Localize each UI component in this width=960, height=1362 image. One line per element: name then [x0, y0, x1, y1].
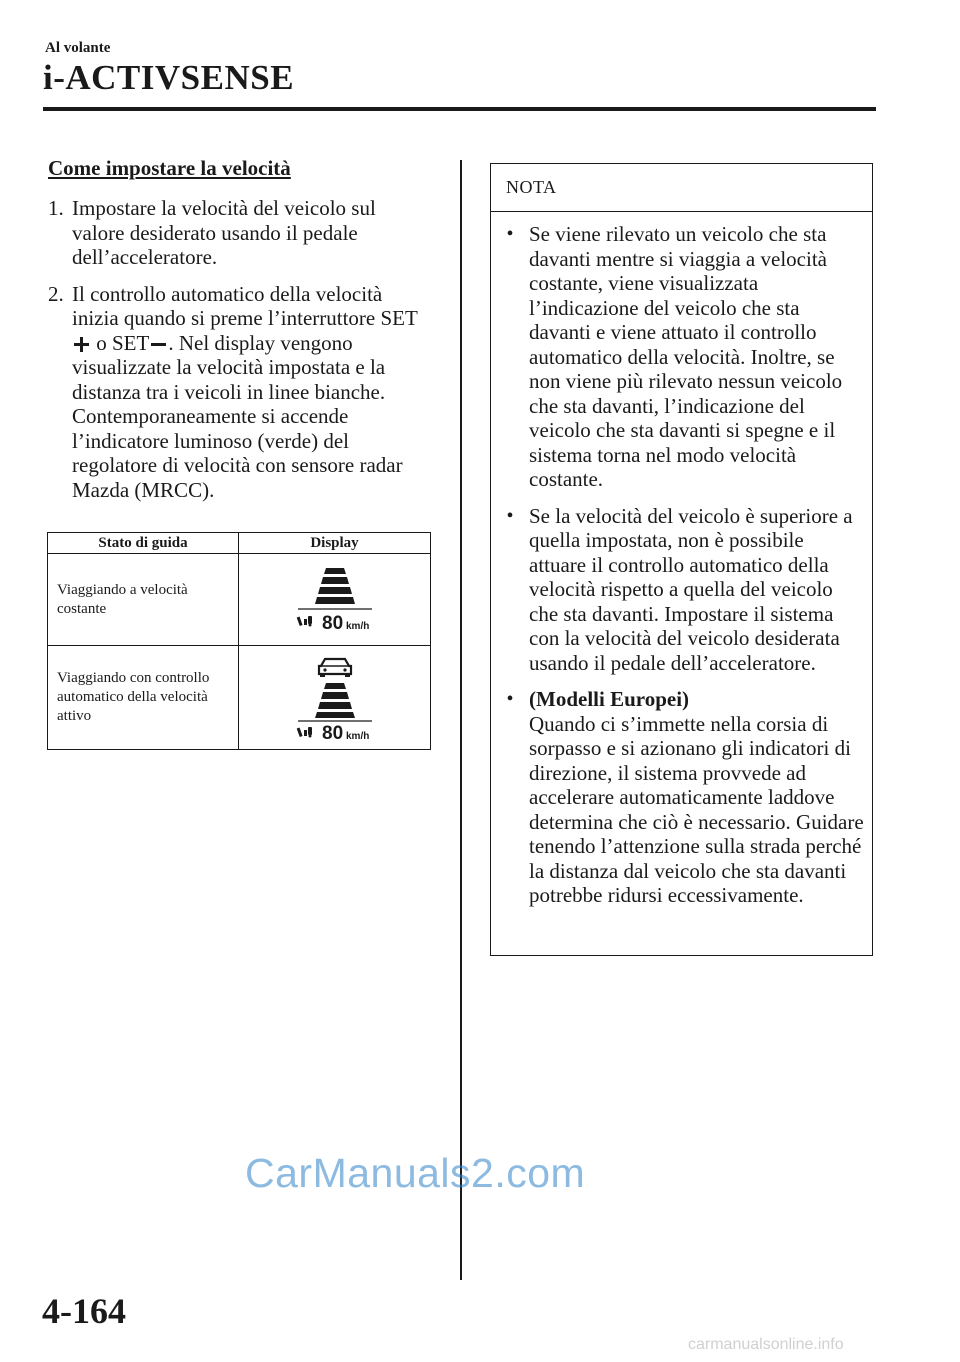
display-illustration: [239, 565, 430, 635]
footer-url: carmanualsonline.info: [688, 1336, 844, 1353]
step-2: [48, 282, 433, 503]
step-1: [48, 196, 433, 270]
speed-unit: km/h: [345, 620, 369, 632]
bullet-icon: •: [506, 223, 514, 245]
note-title: NOTA: [491, 164, 872, 212]
column-divider: [460, 160, 462, 1280]
state-cell: Viaggiando a velocità costante: [48, 554, 239, 646]
note-list: [491, 212, 872, 908]
bullet-icon: •: [506, 688, 514, 710]
note-box: [490, 163, 873, 956]
note-item: [491, 687, 872, 908]
car-ahead-icon: [319, 659, 351, 677]
watermark: CarManuals2.com: [245, 1150, 586, 1196]
driving-state-table: [47, 532, 431, 750]
note-item: [491, 222, 872, 492]
note-item: [491, 504, 872, 676]
display-illustration: [239, 655, 430, 741]
display-cell: [239, 554, 431, 646]
section-heading: Come impostare la velocità: [48, 156, 291, 180]
speed-unit: km/h: [345, 730, 369, 741]
table-row: [48, 554, 431, 646]
note-text: Se la velocità del veicolo è superiore a quella impostata, non è possibile attuare il controllo automatico della velocità rispetto a quella del veicolo che sta davanti. Impostare il sistema con la velocità del veicolo desiderata usando il pedale dell’acceleratore.: [529, 503, 853, 675]
state-cell: Viaggiando con controllo automatico della velocità attivo: [48, 646, 239, 750]
note-text-body: Quando ci s’immette nella corsia di sorpasso e si azionano gli indicatori di direzione, il sistema provvede ad accelerare automaticamente laddove determina che ciò è necessario. Guidare tenendo l’attenzione sulla strada perché la distanza dal veicolo che sta davanti potrebbe ridursi eccessivamente.: [529, 711, 864, 907]
step-text: [72, 282, 433, 503]
header-rule: [43, 107, 876, 111]
display-cell: [239, 646, 431, 750]
bullet-icon: •: [506, 504, 514, 527]
speed-value: 80: [321, 612, 343, 634]
left-column: [48, 154, 433, 514]
step-text-part: o SET: [91, 330, 150, 355]
step-text-part: Il controllo automatico della velocità inizia quando si preme l’interruttore SET: [72, 281, 418, 330]
note-text: Se viene rilevato un veicolo che sta davanti mentre si viaggia a velocità costante, viene visualizzata l’indicazione del veicolo che sta davanti e viene attuato il controllo automatico della velocità. Inoltre, se non viene più rilevato nessun veicolo che sta davanti, l’indicazione del veicolo che sta davanti si spegne e il sistema torna nel modo velocità costante.: [529, 222, 843, 491]
note-bold-label: (Modelli Europei): [529, 687, 690, 711]
table-row: [48, 646, 431, 750]
section-label: Al volante: [45, 40, 111, 56]
step-text: Impostare la velocità del veicolo sul valore desiderato usando il pedale dell’acceleratore.: [72, 196, 376, 269]
plus-icon: [74, 337, 89, 352]
page-number: 4-164: [42, 1291, 126, 1331]
page-title: i-ACTIVSENSE: [43, 58, 295, 97]
minus-icon: [151, 337, 166, 352]
note-text: [529, 687, 872, 908]
cruise-display-icon: [280, 565, 390, 635]
table-header-display: Display: [239, 533, 431, 554]
step-number: 2.: [48, 281, 64, 306]
vehicle-ahead-display-icon: [280, 655, 390, 741]
speed-value: 80: [321, 722, 343, 741]
table-header-state: Stato di guida: [48, 533, 239, 554]
step-number: 1.: [48, 196, 64, 220]
step-text-part: . Nel display vengono visualizzate la velocità impostata e la distanza tra i veicoli in linee bianche. Contemporaneamente si accende l’indicatore luminoso (verde) del regolatore di velocità con sensore radar Mazda (MRCC).: [72, 330, 403, 502]
